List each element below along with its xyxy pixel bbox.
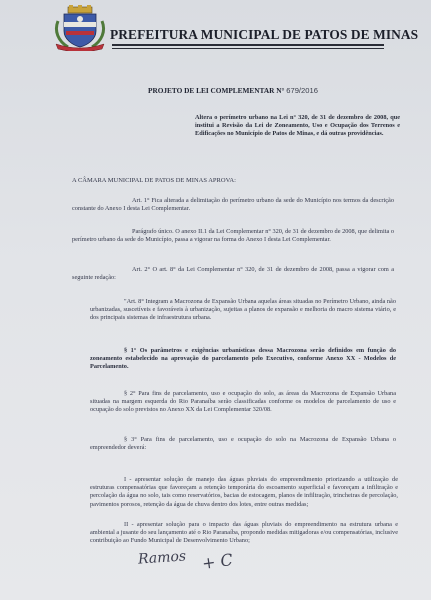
article-1-sole-paragraph: Parágrafo único. O anexo II.1 da Lei Complementar n° 320, de 31 de dezembro de 2008, que delimita o perímetro urbano da sede do Município, passa a vigorar na forma do Anexo I desta Lei Complementar. — [72, 228, 394, 244]
paragraph-1: § 1° Os parâmetros e exigências urbanísticas dessa Macrozona serão definidos em função do zoneamento estabelecido na aprovação do parcelamento pelo Executivo, conforme Anexo XX - Modelos de Parcelamento. — [90, 347, 396, 371]
paragraph-3: § 3° Para fins de parcelamento, uso e ocupação do solo na Macrozona de Expansão Urbana o empreendedor deverá: — [90, 436, 396, 452]
item-ii: II - apresentar solução para o impacto das águas pluviais do empreendimento na estrutura urbana e ambiental a jusante do seu lançamento até o Rio Paranaíba, propondo medidas mitigadoras e/ou compensatórias, inclusive contribuição ao Fundo Municipal de Desenvolvimento Urbano; — [90, 521, 398, 545]
bill-number: 679/2016 — [286, 86, 318, 95]
header-rule — [112, 44, 384, 46]
header-title: PREFEITURA MUNICIPAL DE PATOS DE MINAS — [110, 27, 419, 42]
item-i: I - apresentar solução de manejo das águas pluviais do empreendimento priorizando a utilização de estruturas compensatórias que favoreçam a retenção temporária do escoamento superficial e favoreçam a infiltração e percolação da água no solo, tais como reservatórios, bacias de estocagem, planos de infiltração, trincheiras de percolação, pavimentos porosos, retenção da água de chuva dentro dos lotes, entre outras medidas; — [90, 476, 398, 508]
article-8-text: "Art. 8° Integram a Macrozona de Expansão Urbana aquelas áreas situadas no Perímetro Urbano, ainda não urbanizadas, suscetíveis e favoráveis à urbanização, sujeitas a planos de expansão e melhoria do macro sistema viário, e dos principais sistemas de infraestrutura urbana. — [90, 298, 396, 322]
signature: Ramos — [137, 548, 187, 568]
signature: + C — [200, 549, 234, 574]
preamble: A CÂMARA MUNICIPAL DE PATOS DE MINAS APROVA: — [72, 177, 236, 184]
bill-summary: Altera o perímetro urbano na Lei n° 320, de 31 de dezembro de 2008, que institui a Revisão da Lei de Zoneamento, Uso e Ocupação dos Terrenos e Edificações no Município de Patos de Minas, e dá outras providências. — [195, 114, 400, 138]
bill-title — [148, 86, 318, 95]
bill-title-label: PROJETO DE LEI COMPLEMENTAR N° — [148, 86, 285, 95]
coat-of-arms-icon — [52, 5, 108, 51]
article-2: Art. 2° O art. 8° da Lei Complementar n° 320, de 31 de dezembro de 2008, passa a vigorar com a seguinte redação: — [72, 266, 394, 282]
article-1: Art. 1° Fica alterada a delimitação do perímetro urbano da sede do Município nos termos da descrição constante do Anexo I desta Lei Complementar. — [72, 197, 394, 213]
header-rule-thin — [112, 48, 384, 49]
paragraph-2: § 2° Para fins de parcelamento, uso e ocupação do solo, as áreas da Macrozona de Expansão Urbana situadas na margem esquerda do Rio Paranaíba serão classificadas conforme os modelos de parcelamento de uso e ocupação do solo previstos no Anexo XX da Lei Complementar 320/08. — [90, 390, 396, 414]
